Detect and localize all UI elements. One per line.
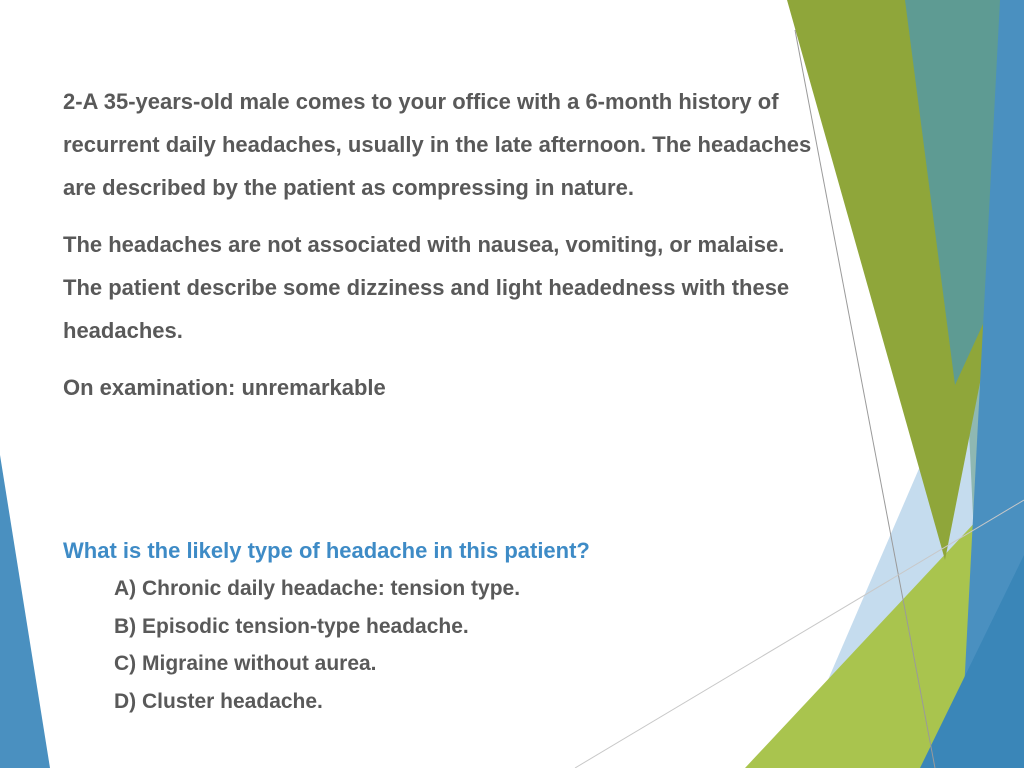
option-c: C) Migraine without aurea.	[114, 652, 377, 675]
case-paragraph-examination: On examination: unremarkable	[63, 375, 386, 400]
case-paragraph-symptoms: The headaches are not associated with nausea, vomiting, or malaise. The patient describe some dizziness and light headedness with these headaches.	[63, 232, 790, 343]
case-description	[63, 80, 823, 409]
option-a: A) Chronic daily headache: tension type.	[114, 577, 521, 600]
option-d: D) Cluster headache.	[114, 689, 323, 713]
option-b: B) Episodic tension-type headache.	[114, 614, 469, 638]
question-text: What is the likely type of headache in this patient?	[63, 538, 590, 563]
left-blue-sliver	[0, 455, 50, 768]
case-paragraph-history: 2-A 35-years-old male comes to your office with a 6-month history of recurrent daily headaches, usually in the late afternoon. The headaches are described by the patient as compressing in nature.	[63, 89, 812, 200]
answer-options	[114, 570, 520, 720]
